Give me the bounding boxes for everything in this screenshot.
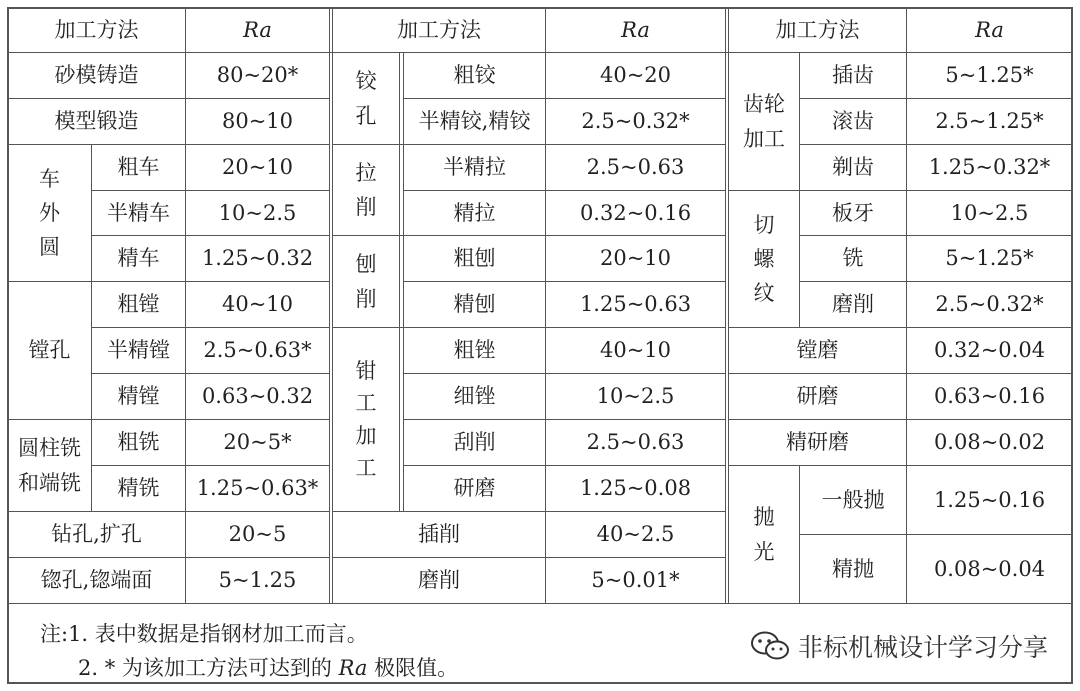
grid-line — [725, 8, 726, 604]
col3-header-ra: Ra — [975, 17, 1004, 42]
grid-line — [404, 190, 725, 191]
grid-line — [8, 98, 329, 99]
grid-line — [399, 53, 400, 511]
grid-line — [8, 511, 329, 512]
grid-line — [800, 281, 1072, 282]
grid-line — [333, 511, 725, 512]
method-cell: 半精镗 — [107, 338, 170, 363]
group-polishing — [729, 466, 799, 603]
ra-sand-casting: 80~20* — [216, 63, 299, 88]
grid-line — [92, 190, 329, 191]
method-cell: 精拉 — [453, 200, 496, 225]
method-cell: 插齿 — [832, 63, 874, 88]
group-gear — [729, 53, 799, 190]
grid-line — [8, 144, 329, 145]
note-line-2-prefix: 2. * 为该加工方法可达到的 — [78, 656, 332, 680]
method-cell: 一般抛 — [821, 487, 885, 512]
method-cell: 精铣 — [117, 476, 160, 501]
group-milling-line: 圆柱铣 — [18, 436, 81, 461]
method-cell: 半精铰,精铰 — [418, 109, 531, 134]
ra-drilling: 20~5 — [228, 522, 287, 547]
col2-header-method: 加工方法 — [397, 17, 481, 42]
grid-line — [92, 373, 329, 374]
group-char: 抛 — [753, 505, 775, 530]
ra-cell: 2.5~0.32* — [581, 109, 690, 134]
group-fitting — [333, 328, 399, 511]
ra-cell: 5~1.25* — [945, 246, 1034, 271]
grid-line — [8, 281, 329, 282]
grid-line — [332, 8, 333, 604]
grid-line — [8, 419, 329, 420]
grid-line — [729, 327, 1072, 328]
grid-line — [404, 465, 725, 466]
method-cell: 铣 — [842, 246, 864, 271]
ra-cell: 20~10 — [599, 246, 672, 271]
grid-line — [7, 682, 1073, 684]
grid-line — [729, 190, 1072, 191]
method-cell: 粗锉 — [453, 338, 496, 363]
grid-line — [7, 7, 1073, 9]
group-thread — [729, 191, 799, 327]
wechat-icon — [750, 630, 790, 662]
group-turning-char: 圆 — [39, 235, 60, 260]
ra-countersink: 5~1.25 — [218, 568, 297, 593]
ra-cell: 1.25~0.63* — [196, 476, 319, 501]
grid-line — [92, 235, 329, 236]
ra-honing: 0.32~0.04 — [933, 338, 1046, 363]
group-char: 加 — [355, 423, 377, 448]
ra-cell: 10~2.5 — [218, 200, 297, 225]
group-milling — [8, 420, 91, 511]
grid-line — [403, 53, 404, 511]
group-char: 纹 — [753, 281, 775, 306]
ra-cell: 2.5~0.63* — [203, 338, 312, 363]
grid-line — [8, 557, 329, 558]
grid-line — [800, 534, 1072, 535]
ra-cell: 2.5~1.25* — [935, 109, 1044, 134]
method-grinding: 磨削 — [418, 568, 460, 593]
grid-line — [333, 144, 725, 145]
ra-cell: 10~2.5 — [596, 384, 675, 409]
group-char: 切 — [753, 212, 775, 237]
note-line-2 — [78, 652, 458, 682]
ra-slotting: 40~2.5 — [596, 522, 675, 547]
group-turning — [8, 145, 91, 281]
grid-line — [8, 52, 1072, 53]
col1-header-method: 加工方法 — [54, 17, 139, 42]
ra-cell: 1.25~0.32 — [201, 246, 314, 271]
group-turning-char: 车 — [39, 166, 60, 191]
note-line-2-suffix: 极限值。 — [374, 656, 459, 680]
method-cell: 精车 — [117, 246, 160, 271]
group-turning-char: 外 — [39, 200, 60, 225]
ra-cell: 0.08~0.04 — [933, 556, 1046, 581]
group-char: 光 — [753, 539, 775, 564]
method-drilling: 钻孔,扩孔 — [51, 522, 142, 547]
method-cell: 粗车 — [117, 155, 160, 180]
col1-header-ra: Ra — [243, 17, 272, 42]
grid-line — [92, 465, 329, 466]
grid-line — [729, 419, 1072, 420]
ra-cell: 20~5* — [223, 430, 292, 455]
group-reaming — [333, 53, 399, 144]
note-line-2-ra: Ra — [338, 656, 368, 680]
ra-cell: 10~2.5 — [950, 200, 1029, 225]
col3-header-method: 加工方法 — [775, 17, 860, 42]
grid-line — [329, 8, 330, 604]
method-cell: 滚齿 — [832, 109, 874, 134]
group-char: 孔 — [355, 103, 377, 128]
ra-cell: 1.25~0.63 — [579, 292, 692, 317]
ra-die-forging: 80~10 — [221, 109, 294, 134]
method-slotting: 插削 — [418, 522, 460, 547]
grid-line — [728, 8, 729, 604]
method-cell: 半精车 — [107, 200, 170, 225]
ra-cell: 0.63~0.32 — [201, 384, 314, 409]
method-cell: 半精拉 — [443, 155, 506, 180]
ra-cell: 5~1.25* — [945, 63, 1034, 88]
ra-cell: 2.5~0.63 — [586, 155, 685, 180]
grid-line — [800, 144, 1072, 145]
method-cell: 粗刨 — [453, 246, 496, 271]
method-cell: 粗铰 — [453, 63, 496, 88]
ra-cell: 1.25~0.16 — [933, 487, 1046, 512]
grid-line — [333, 235, 725, 236]
grid-line — [404, 373, 725, 374]
grid-line — [333, 557, 725, 558]
method-die-forging: 模型锻造 — [54, 109, 139, 134]
group-line: 加工 — [743, 126, 785, 151]
grid-line — [404, 98, 725, 99]
ra-cell: 40~10 — [221, 292, 294, 317]
ra-cell: 1.25~0.08 — [579, 476, 692, 501]
method-sand-casting: 砂模铸造 — [54, 63, 139, 88]
group-char: 削 — [355, 195, 377, 219]
ra-cell: 40~10 — [599, 338, 672, 363]
grid-line — [91, 145, 92, 511]
col2-header-ra: Ra — [621, 17, 650, 42]
ra-cell: 20~10 — [221, 155, 294, 180]
group-char: 钳 — [355, 359, 377, 384]
method-lapping: 研磨 — [796, 384, 839, 409]
group-boring: 镗孔 — [28, 338, 71, 363]
group-broaching — [333, 145, 399, 235]
ra-cell: 1.25~0.32* — [928, 155, 1051, 180]
ra-cell: 0.32~0.16 — [579, 200, 692, 225]
method-cell: 精抛 — [832, 556, 874, 581]
note-line-1: 注:1. 表中数据是指钢材加工而言。 — [40, 622, 368, 646]
group-planing — [333, 236, 399, 327]
method-countersink: 锪孔,锪端面 — [40, 568, 153, 593]
grid-line — [1071, 7, 1073, 684]
grid-line — [92, 327, 329, 328]
group-milling-line: 和端铣 — [18, 470, 81, 495]
group-char: 工 — [355, 455, 377, 480]
method-honing: 镗磨 — [796, 338, 839, 363]
grid-line — [404, 281, 725, 282]
watermark-text: 非标机械设计学习分享 — [797, 633, 1048, 662]
group-char: 铰 — [355, 69, 377, 94]
method-fine-lapping: 精研磨 — [786, 430, 849, 455]
group-line: 齿轮 — [743, 92, 785, 117]
ra-cell: 2.5~0.32* — [935, 292, 1044, 317]
ra-grinding: 5~0.01* — [591, 568, 680, 593]
group-char: 工 — [355, 391, 377, 416]
group-char: 削 — [355, 286, 377, 311]
grid-line — [800, 98, 1072, 99]
group-char: 螺 — [753, 246, 775, 271]
grid-line — [729, 465, 1072, 466]
method-cell: 剃齿 — [832, 155, 874, 180]
watermark — [750, 628, 1048, 664]
method-cell: 板牙 — [832, 200, 874, 225]
grid-line — [729, 373, 1072, 374]
ra-cell: 2.5~0.63 — [586, 430, 685, 455]
grid-line — [7, 7, 9, 684]
method-cell: 精镗 — [117, 384, 160, 409]
ra-cell: 40~20 — [599, 63, 672, 88]
ra-fine-lapping: 0.08~0.02 — [933, 430, 1046, 455]
grid-line — [333, 327, 725, 328]
method-cell: 精刨 — [453, 292, 496, 317]
method-cell: 细锉 — [453, 384, 496, 409]
grid-line — [8, 603, 1072, 604]
group-char: 刨 — [355, 252, 377, 277]
group-char: 拉 — [355, 160, 377, 185]
method-cell: 磨削 — [832, 292, 874, 317]
method-cell: 刮削 — [453, 430, 496, 455]
grid-line — [800, 235, 1072, 236]
grid-line — [404, 419, 725, 420]
method-cell: 研磨 — [453, 476, 496, 501]
method-cell: 粗镗 — [117, 292, 160, 317]
ra-lapping: 0.63~0.16 — [933, 384, 1046, 409]
method-cell: 粗铣 — [117, 430, 160, 455]
